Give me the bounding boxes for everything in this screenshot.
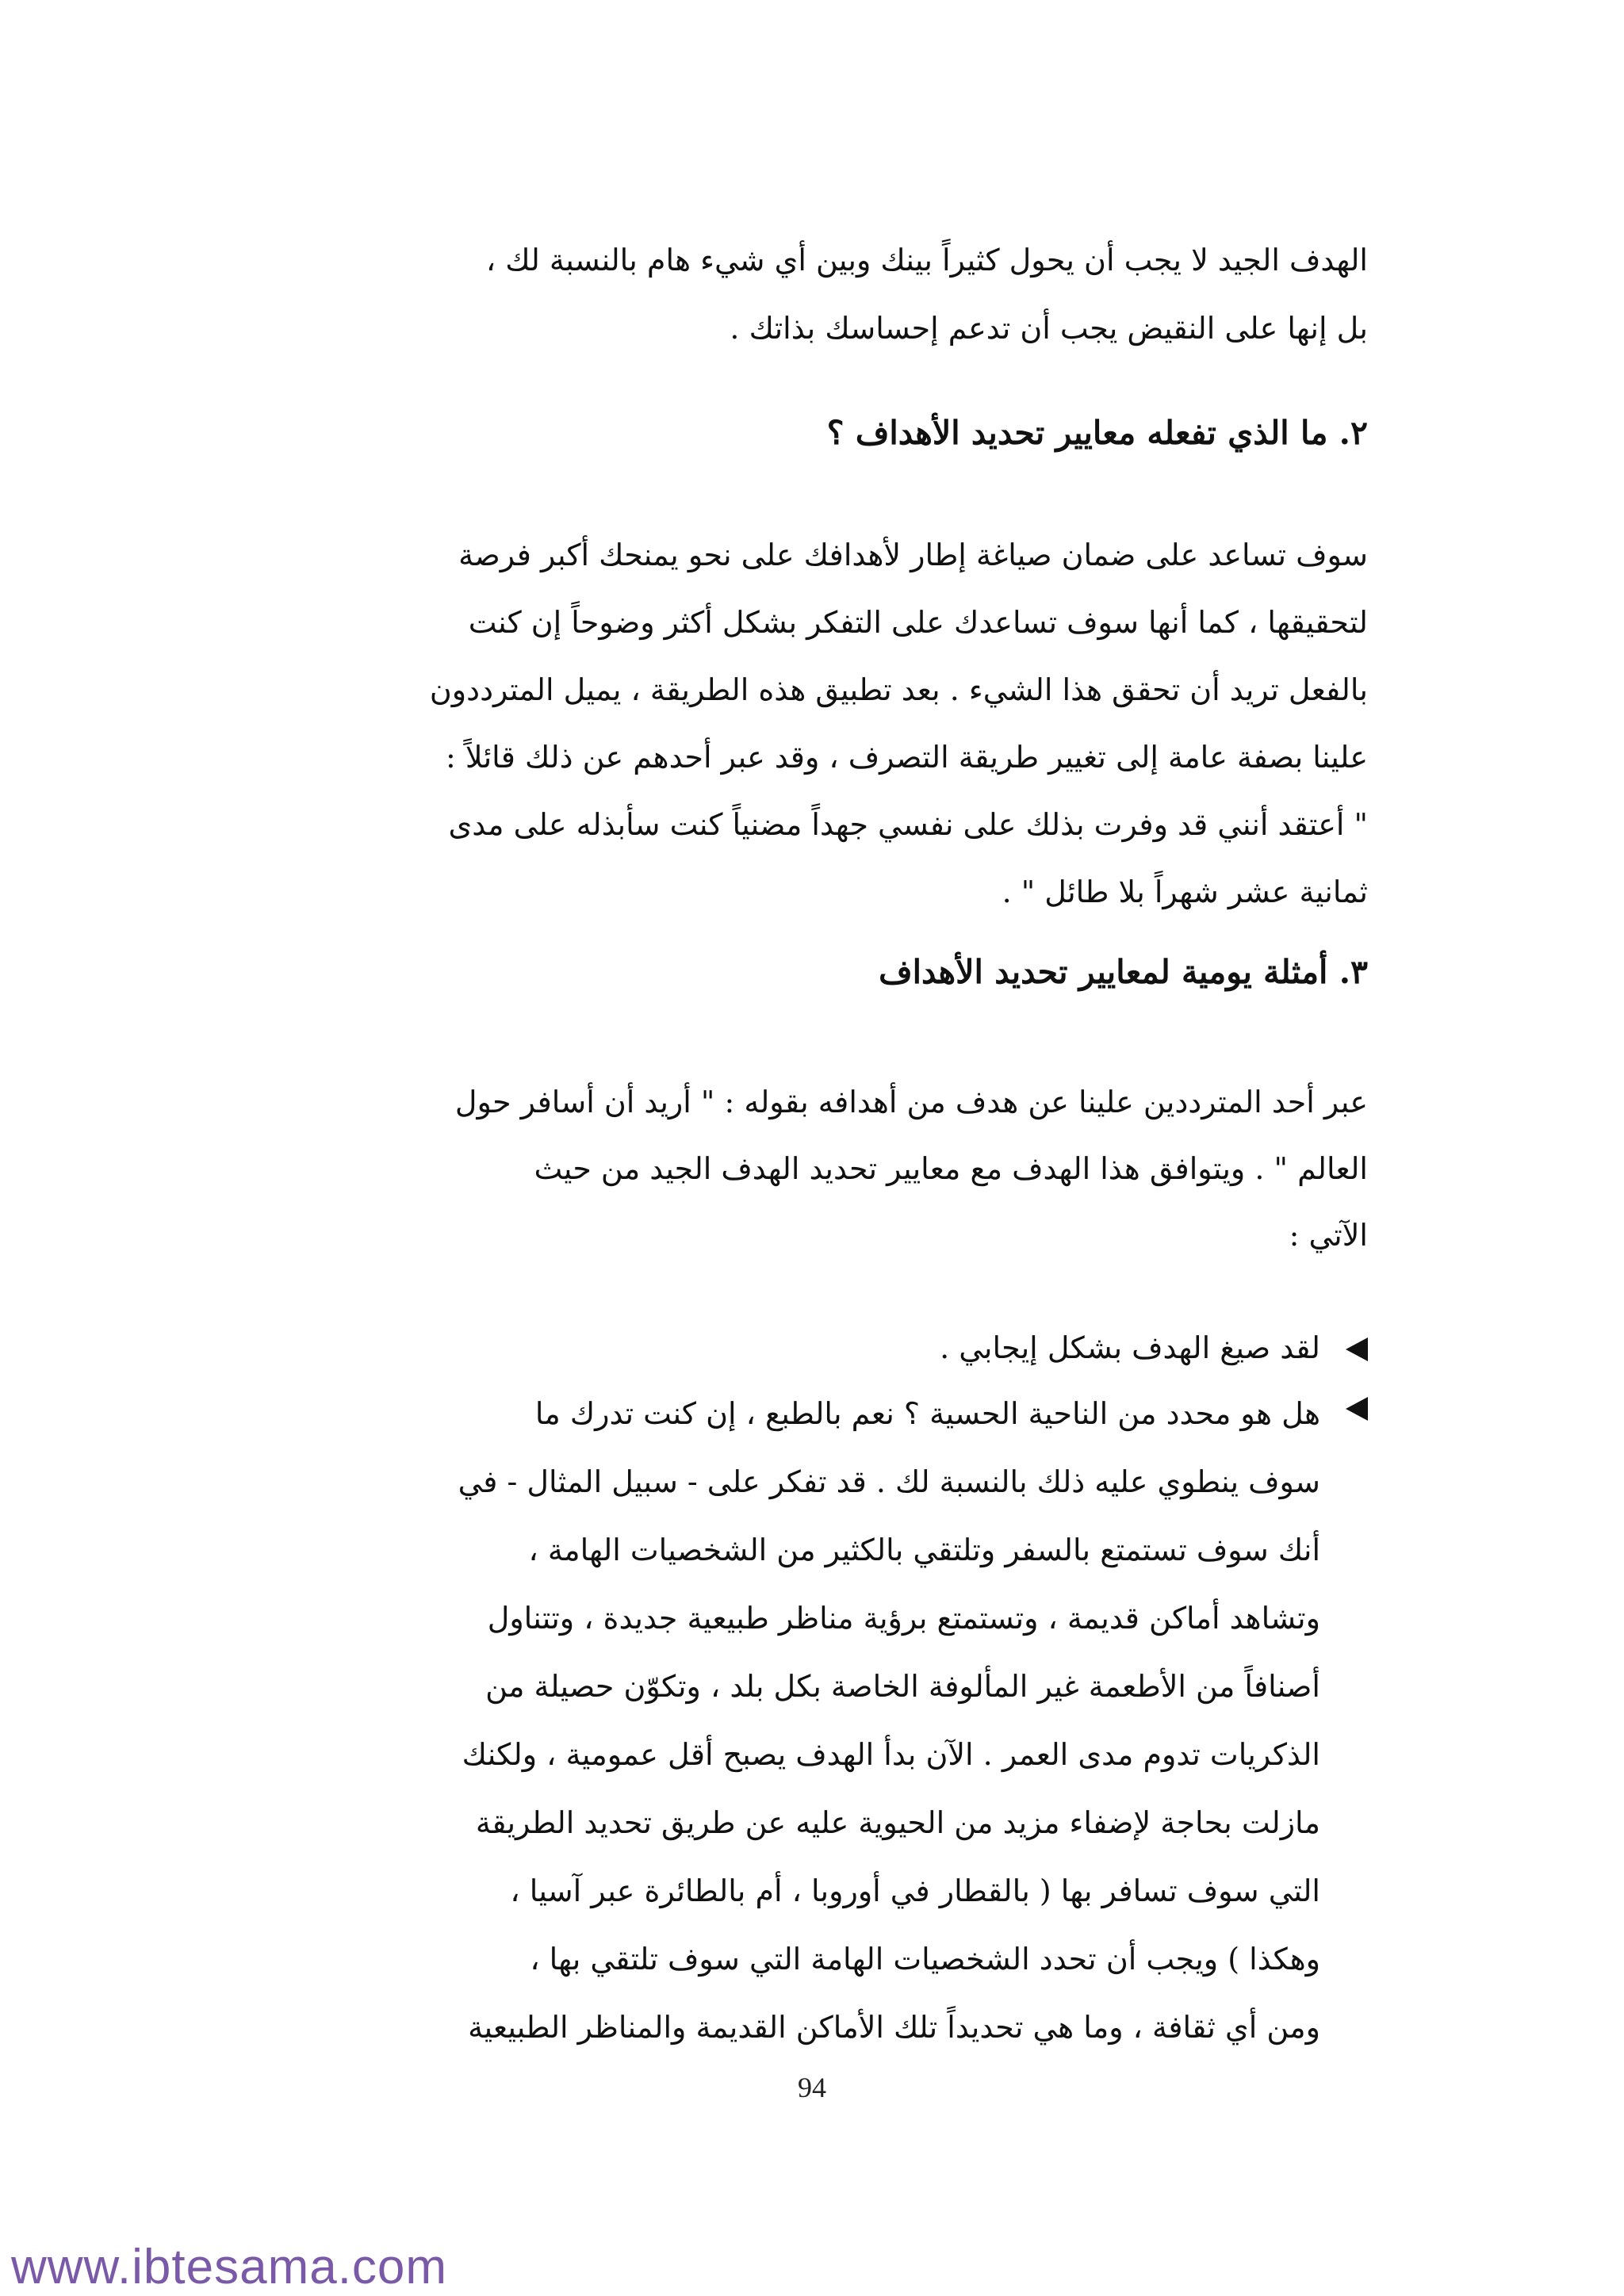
text-line: " أعتقد أنني قد وفرت بذلك على نفسي جهداً مضنياً كنت سأبذله على مدى xyxy=(448,807,1368,842)
bullet-text xyxy=(285,1380,1320,2061)
text-line: بل إنها على النقيض يجب أن تدعم إحساسك بذاتك . xyxy=(730,311,1368,346)
text-line: التي سوف تسافر بها ( بالقطار في أوروبا ، أم بالطائرة عبر آسيا ، xyxy=(510,1873,1320,1908)
text-line: وهكذا ) ويجب أن تحدد الشخصيات الهامة التي سوف تلتقي بها ، xyxy=(530,1942,1320,1976)
text-line: مازلت بحاجة لإضفاء مزيد من الحيوية عليه عن طريق تحديد الطريقة xyxy=(475,1805,1320,1840)
text-line: بالفعل تريد أن تحقق هذا الشيء . بعد تطبيق هذه الطريقة ، يميل المترددون xyxy=(429,672,1368,707)
text-line: الآتي : xyxy=(1289,1218,1368,1253)
text-line: الذكريات تدوم مدى العمر . الآن بدأ الهدف يصبح أقل عمومية ، ولكنك xyxy=(462,1737,1320,1772)
text-line: لتحقيقها ، كما أنها سوف تساعدك على التفكر بشكل أكثر وضوحاً إن كنت xyxy=(468,605,1368,640)
text-line: عبر أحد المترددين علينا عن هدف من أهدافه بقوله : " أريد أن أسافر حول xyxy=(454,1085,1368,1119)
paragraph-intro xyxy=(285,226,1368,362)
watermark-url: www.ibtesama.com xyxy=(11,2240,448,2294)
triangle-bullet-icon xyxy=(1346,1397,1368,1421)
paragraph-examples-intro xyxy=(285,1069,1368,1269)
text-line: ثمانية عشر شهراً بلا طائل " . xyxy=(1002,874,1368,909)
text-line: الهدف الجيد لا يجب أن يحول كثيراً بينك وبين أي شيء هام بالنسبة لك ، xyxy=(485,243,1368,277)
text-line: هل هو محدد من الناحية الحسية ؟ نعم بالطبع ، إن كنت تدرك ما xyxy=(534,1396,1320,1431)
text-line: ومن أي ثقافة ، وما هي تحديداً تلك الأماكن القديمة والمناظر الطبيعية xyxy=(468,2010,1320,2045)
triangle-bullet-icon xyxy=(1346,1337,1368,1361)
text-line: علينا بصفة عامة إلى تغيير طريقة التصرف ، وقد عبر أحدهم عن ذلك قائلاً : xyxy=(446,740,1368,775)
bullet-text: لقد صيغ الهدف بشكل إيجابي . xyxy=(940,1330,1320,1365)
text-line: سوف تساعد على ضمان صياغة إطار لأهدافك على نحو يمنحك أكبر فرصة xyxy=(458,538,1368,572)
text-line: سوف ينطوي عليه ذلك بالنسبة لك . قد تفكر على - سبيل المثال - في xyxy=(458,1464,1320,1499)
section-heading-3: ٣. أمثلة يومية لمعايير تحديد الأهداف xyxy=(879,953,1368,991)
text-line: وتشاهد أماكن قديمة ، وتستمتع برؤية مناظر طبيعية جديدة ، وتتناول xyxy=(487,1601,1320,1636)
paragraph-criteria-purpose xyxy=(285,522,1368,926)
text-line: أصنافاً من الأطعمة غير المألوفة الخاصة بكل بلد ، وتكوّن حصيلة من xyxy=(485,1669,1320,1704)
page-number: 94 xyxy=(798,2072,826,2103)
text-line: العالم " . ويتوافق هذا الهدف مع معايير تحديد الهدف الجيد من حيث xyxy=(534,1151,1368,1186)
text-line: أنك سوف تستمتع بالسفر وتلتقي بالكثير من الشخصيات الهامة ، xyxy=(528,1533,1320,1567)
section-heading-2: ٢. ما الذي تفعله معايير تحديد الأهداف ؟ xyxy=(826,414,1368,452)
